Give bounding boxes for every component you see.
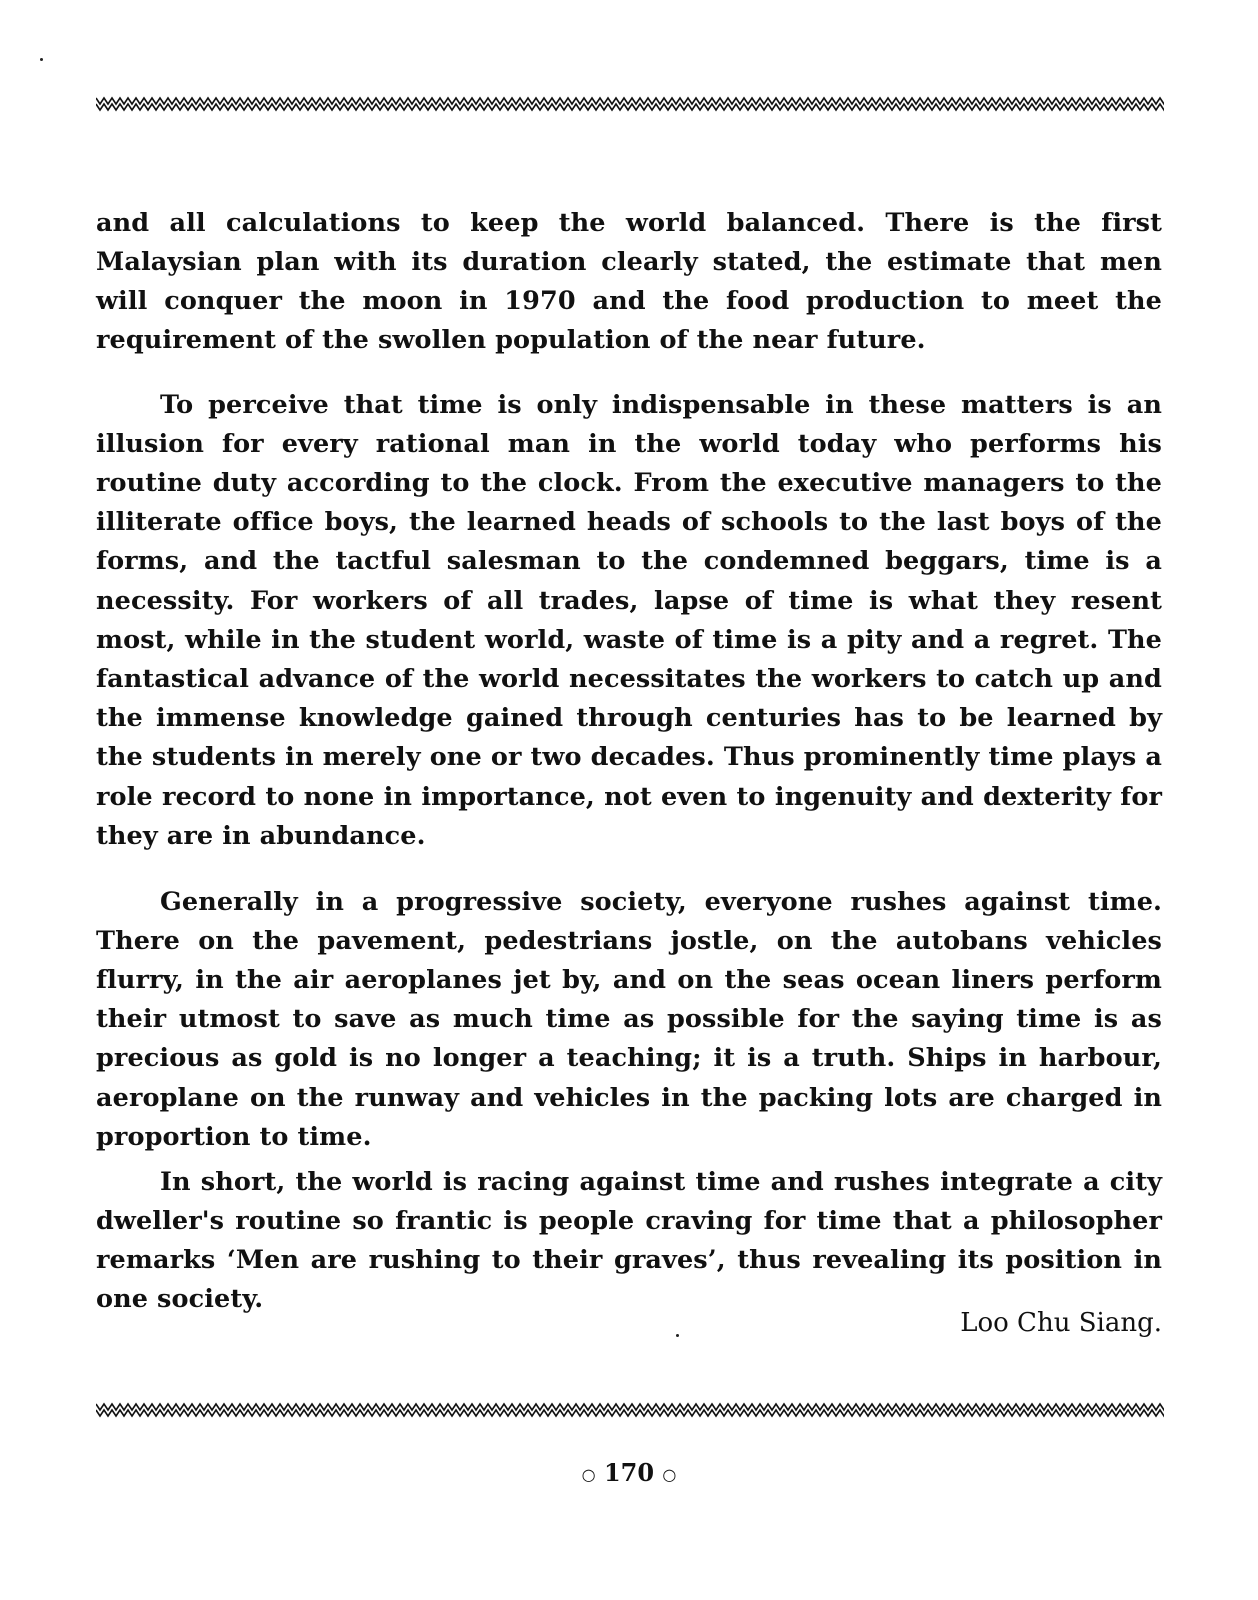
zigzag-border-bottom bbox=[96, 1400, 1164, 1420]
circle-ornament-left-icon: ○ bbox=[581, 1465, 596, 1484]
paragraph-3: Generally in a progressive society, everyone rushes against time. There on the pavement, pedestrians jostle, on the autobans vehicles flurry, in the air aeroplanes jet by, and on the seas ocean liners perform their utmost to save as much time as possible for the saying time is as precious as gold is no longer a teaching; it is a truth. Ships in harbour, aeroplane on the runway and vehicles in the packing lots are charged in proportion to time. bbox=[96, 886, 1162, 1152]
page-number-footer bbox=[0, 1458, 1258, 1487]
scan-speck bbox=[40, 58, 43, 61]
author-signature: Loo Chu Siang. bbox=[960, 1308, 1162, 1338]
paragraph-2: To perceive that time is only indispensable in these matters is an illusion for every rational man in the world today who performs his routine duty according to the clock. From the executive managers to the illiterate office boys, the learned heads of schools to the last boys of the forms, and the tactful salesman to the condemned beggars, time is a necessity. For workers of all trades, lapse of time is what they resent most, while in the student world, waste of time is a pity and a regret. The fantastical advance of the world necessitates the workers to catch up and the immense knowledge gained through centuries has to be learned by the students in merely one or two decades. Thus prominently time plays a role record to none in importance, not even to ingenuity and dexterity for they are in abundance. bbox=[96, 389, 1162, 851]
zigzag-border-top bbox=[96, 94, 1164, 114]
paragraph-4: In short, the world is racing against time and rushes integrate a city dweller's routine so frantic is people craving for time that a philosopher remarks ‘Men are rushing to their graves’, thus revealing its position in one society. bbox=[96, 1166, 1162, 1315]
bottom-decorative-border bbox=[96, 1400, 1164, 1420]
circle-ornament-right-icon: ○ bbox=[662, 1465, 677, 1484]
paragraph-1: and all calculations to keep the world balanced. There is the first Malaysian plan with its duration clearly stated, the estimate that men will conquer the moon in 1970 and the food production to meet the requirement of the swollen population of the near future. bbox=[96, 207, 1162, 356]
top-decorative-border bbox=[96, 94, 1164, 114]
page-number: 170 bbox=[603, 1458, 655, 1487]
scan-speck bbox=[676, 1334, 679, 1337]
